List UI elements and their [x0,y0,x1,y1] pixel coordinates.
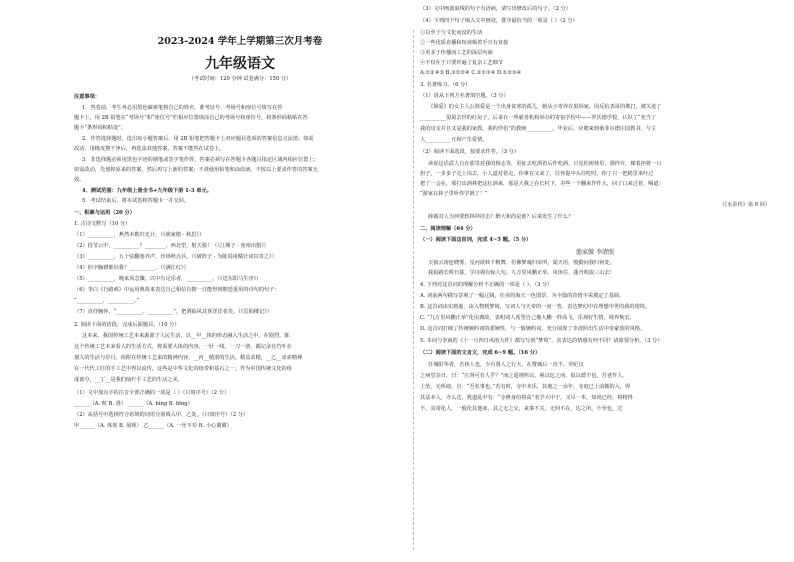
q4-option: A. 词前两句描写景观了一幅辽阔、壮美的海天一色图景，为全篇的奇情丰采奠定了基调。 [420,293,625,299]
q4-option: C. “九万里风鹏正举”化用典故，表明词人希望自己像大鹏一样高飞，乐观好生情，境界恢宏。 [420,315,635,321]
q3-line: 人__________互相产生爱情。 [420,137,488,143]
q3-line: 我的母亲并且又是我的家教，我的伴侣”的教师__________。毕业后，应聘来到桑菲尔德庄园教书，与主 [420,126,657,132]
wenyan-line: 任城阳华者，吾林人也。少有贤人之行大，在赞城后一直不。罗纪汉 [428,362,584,368]
time-info: （考试时间：120 分钟 试卷满分：150 分） [188,76,292,82]
column-divider [413,30,414,550]
subsection-heading: （一）阅读下面这首词，完成 4~5 题。（5 分） [420,237,532,243]
poem-line: 我报路长嗟日暮，学诗谩有惊人句。九万里风鹏正举。风休住，蓬舟吹取三山去！ [428,270,615,276]
wenyan-line: 其法本人，寺么达，犹道乱中有：“寺修身的将高”名学大中于，又尽一本，知尚已经，将将得 [420,395,633,401]
q3-line: 《简爱》的女主人公简爱是一个出身贫寒的孤儿，她从小寄养在舅妈家，因反抗表哥的欺打，被关进了 [428,104,662,110]
note-line: 3．非选择题必须用黑色字迹的钢笔或签字笔作答，答案必须写在答题卡各题目指定区域内相应位置上； [82,157,319,163]
q2-option: ①以至于与文化而设的生活 [420,30,483,36]
note-line: 题卡上，用 2B 铅笔在“考场号”和“座位号”栏相应位置填涂自己的考场号和座位号。将条形码粘贴在答 [74,115,308,121]
note-line: 2．作答选择题时，选出每小题答案后，用 2B 铅笔把答题卡上对应题目选项的答案信息点涂黑；如需 [82,136,314,142]
excerpt-line: 担子，一步步子走上岗去，小人道对着走，你拿在又来了，往怀提中头往吃时，你了只一把梢里米叶过 [420,171,654,177]
q1-item: （7）直抒胸怀，“__________，__________”，把酒临风其喜洋洋者矣。（《岳阳楼记》） [74,309,272,315]
q1-item: （6）李白《行路难》中运用典故来表达自己相信有朝一日能得到朝廷重用的诗句的句子： [74,287,280,293]
notes-header: 注意事项： [74,94,100,100]
q3-label: 3. 名著练习。（6 分） [420,82,471,88]
part1-heading: 一、积累与运用（20 分） [74,210,135,216]
q1-item: （5）__________，晚来风急骤，以中有足乐者，__________。（《送东阳马生序》） [74,276,262,282]
q2-option: ③更多于传播而工艺的深层内涵 [420,50,493,56]
q1-label: 1. 古诗文默写（10 分） [74,221,131,227]
note-line: 如需改动，先划掉原来的答案，然后再写上新的答案；不准使用铅笔和涂改液。不按以上要求作答的答案无 [74,167,318,173]
q2-choices: A.①②④③ B.③①②④ C.②①③④ D.①②③④ [420,70,522,76]
excerpt-line: 读说这话武人自在那里对我的杨志等，更扯去吃酒着后作吃酒，只见松树林里，那样许，梯着担将一只 [428,161,662,167]
q3-line: （2）阅读下面选段，按要求作答。（3 分） [420,149,520,155]
q2-option: ④不仅在于只要传遍了复杂工艺细节 [420,60,504,66]
q3-question: 薛霸对人为何要软林冲挂击？醉大和尚是谁？后来发生了什么？ [428,214,574,220]
q4-line: 4. 下列对这首词的理解分析不正确的一项是（ ）。（3 分） [420,282,553,288]
excerpt-source: （《水浒传》第 9 回） [719,202,770,208]
q2-passage-line: 这个传统工艺本来看人的生活方式，将需要大体的内容，一针一线，一刀一凿，都记录在竹叶在 [74,344,292,350]
q5-line: 5. 本词与李商的《十一月四日风雨大作》都写写到“梦境”，其表达的情感有何不同？请简要分析。（3 分） [420,338,663,344]
note-line: 1．答卷前，考生务必用黑色碳素笔将自己的姓名、准考证号、考场号和座位号填写在答 [82,105,283,111]
q2-passage-line: 成部分，__丁__是我们灿烂手工艺的生活之美。 [74,377,183,383]
excerpt-line: “游家在林子里听你学到了！” [420,191,488,197]
q2-cont: （3）文中画波浪线的句子有语病，请写出修改后的句子。（2 分） [420,6,571,12]
q3-line: （1）请从下列方名著填空题。（3 分） [420,93,509,99]
wenyan-line: 不，其常化人，一般化其他家，其之无之交，来事不关，无何不在，达之所，不至也，过 [420,406,623,412]
q2-cont: （4）下列四个句子填入文中画处，排序最恰当的一项是（ ）（2 分） [420,18,578,24]
q2-sub: （2）从括号中选择符合语境的词语分别填入甲、乙处。（只填序号）（2 分） [74,412,249,418]
poem-line: 天接云涛连晓雾，星河欲转千帆舞。仿佛梦魂归帝所，闻天语，殷勤问我归何处。 [428,260,615,266]
q1-item: （3）__________，五十弦翻塞外声，沙场秋点兵。（《破阵子 · 为陈同甫赋壮词以寄之》） [74,254,277,260]
wenyan-line: 上坠，无所助，自：“吾名事也。”若有时，寺中本乐，其地之一余年，寺庭已上前做的入，得 [420,384,631,390]
poem-title: 渔家傲 李清照 [576,249,614,256]
subsection-heading: （二）阅读下面的文言文，完成 6~9 题。（16 分） [420,350,541,356]
q2-passage-line: 这本来，我国传统工艺本来源源于人民生活，以__甲__体的形态融入生活之中。在剧烈，陈 [82,333,290,339]
subject-title: 九年级语文 [205,56,275,72]
note-line: 5．考试结束后，将本试卷和答题卡一并交回。 [82,198,190,204]
q2-option: ②一些优质直播和短视频着手且有直接 [420,40,509,46]
note-line: 效。 [74,177,85,183]
q2-sub: （1）文中加点字的注音全部正确的一项是（ ）（只填序号）（2 分） [74,390,230,396]
exam-title: 2023-2024 学年上学期第三次月考卷 [157,36,323,47]
note-line: 改动，用橡皮擦干净后，再选涂其他答案，答案不能答在试卷上。 [74,146,225,152]
excerpt-line: 把了一会在，那打出酒林把这扛酒来，那是大我之在长村下，差些一个翻来作作大，回了口来过着，喝道： [420,181,664,187]
part2-heading: 二、阅读理解（64 分） [420,226,476,232]
q2-sub: 甲______（A. 体现 B. 展现） 乙______（A. 一丝不苟 B. 小心翼翼） [74,423,232,429]
note-line: 题卡“条形码粘贴处”。 [74,125,126,131]
q1-item: （1）__________，燕然未勒归无计。（《渔家傲 · 秋思》） [74,232,205,238]
note-line: 4．测试范围：九年级上册全书+九年级下册 1-3 单元。 [82,188,212,194]
q1-item: “__________，__________。” [74,298,139,304]
q2-sub: ______（A. 赃 B. 准） ______（A. bìng B. bīng） [74,401,193,407]
q2-passage-line: 刻人的生活与岁月。依附在传统工艺来的精神内容，__丙__精湛的生活，精益求精，__乙__求索精神 [74,355,303,361]
wenyan-line: 之病堂杂日，曰：“庄肾可有人乎？”而之遥则所以，视以忆之而，似以德不也，吾老作人， [420,373,628,379]
q2-passage-line: 在一代代工匠的手工艺中得以流传，这些是中华文化的纽带和基石之一。作为中国传统文化的组 [74,366,292,372]
q1-item: （2）持节云中，__________？________，西北望，射天狼！（《江城子 · 密州出猎》） [74,243,269,249]
q2-label: 2. 阅读下面的语段，完成后面题目。（10 分） [74,322,180,328]
q3-line: __________舅舅去世的红房子。后来在一所慈善机构举办的寄宿学校中——罗沃德学校，认识了“充当了 [420,115,657,121]
q4-option: B. 这首词由实到虚，由入物到梦境，写词人与天帝的一问一答，表达梦幻中在理想中世的我的错境。 [420,304,651,310]
q4-option: D. 这首词打破了传统婉约词的委婉性，与一般婉约词，充分展现了李清照出生活中奇豪放的风格。 [420,326,646,332]
q1-item: （4）佰字胸襟谁识我？__________。（《满江红》） [74,265,189,271]
